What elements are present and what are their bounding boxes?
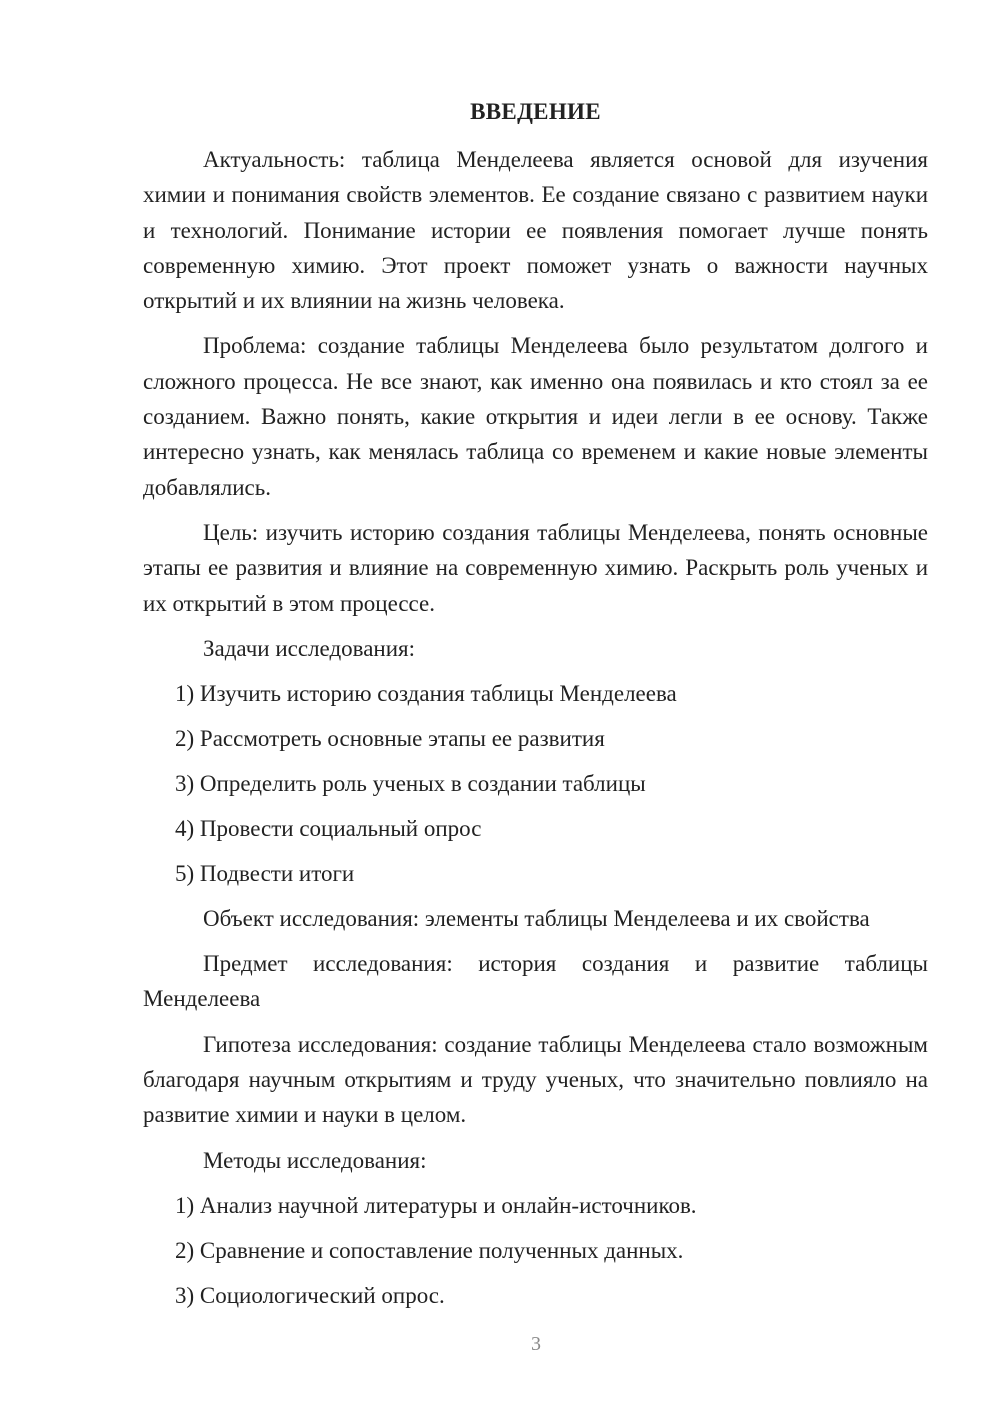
list-item: 5) Подвести итоги: [175, 860, 355, 886]
methods-list: [143, 1188, 928, 1313]
page-number: 3: [531, 1333, 541, 1355]
subject-paragraph: Предмет исследования: история создания и развитие таблицы Менделеева: [143, 951, 928, 1012]
list-item: 4) Провести социальный опрос: [175, 815, 482, 841]
problem-paragraph: Проблема: создание таблицы Менделеева было результатом долгого и сложного процесса. Не все знают, как именно она появилась и кто стоял за ее созданием. Важно понять, какие открытия и идеи легли в ее основу. Также интересно узнать, как менялась таблица со временем и какие новые элементы добавлялись.: [143, 333, 928, 500]
relevance-paragraph: Актуальность: таблица Менделеева является основой для изучения химии и понимания свойств элементов. Ее создание связано с развитием науки и технологий. Понимание истории ее появления помогает лучше понять современную химию. Этот проект поможет узнать о важности научных открытий и их влиянии на жизнь человека.: [143, 147, 928, 314]
list-item: 2) Рассмотреть основные этапы ее развития: [175, 725, 605, 751]
list-item: 1) Анализ научной литературы и онлайн-источников.: [175, 1192, 697, 1218]
hypothesis-paragraph: Гипотеза исследования: создание таблицы Менделеева стало возможным благодаря научным открытиям и труду ученых, что значительно повлияло на развитие химии и науки в целом.: [143, 1031, 928, 1128]
list-item: 2) Сравнение и сопоставление полученных данных.: [175, 1237, 684, 1263]
methods-heading: Методы исследования:: [203, 1147, 427, 1173]
object-paragraph: Объект исследования: элементы таблицы Менделеева и их свойства: [203, 905, 870, 931]
list-item: 3) Социологический опрос.: [175, 1282, 445, 1308]
list-item: 3) Определить роль ученых в создании таблицы: [175, 770, 646, 796]
tasks-list: [143, 676, 928, 891]
page-title: ВВЕДЕНИЕ: [470, 99, 601, 124]
goal-paragraph: Цель: изучить историю создания таблицы Менделеева, понять основные этапы ее развития и влияние на современную химию. Раскрыть роль ученых и их открытий в этом процессе.: [143, 519, 928, 616]
tasks-heading: Задачи исследования:: [203, 635, 416, 661]
page-content: [143, 96, 928, 1323]
list-item: 1) Изучить историю создания таблицы Менделеева: [175, 680, 677, 706]
